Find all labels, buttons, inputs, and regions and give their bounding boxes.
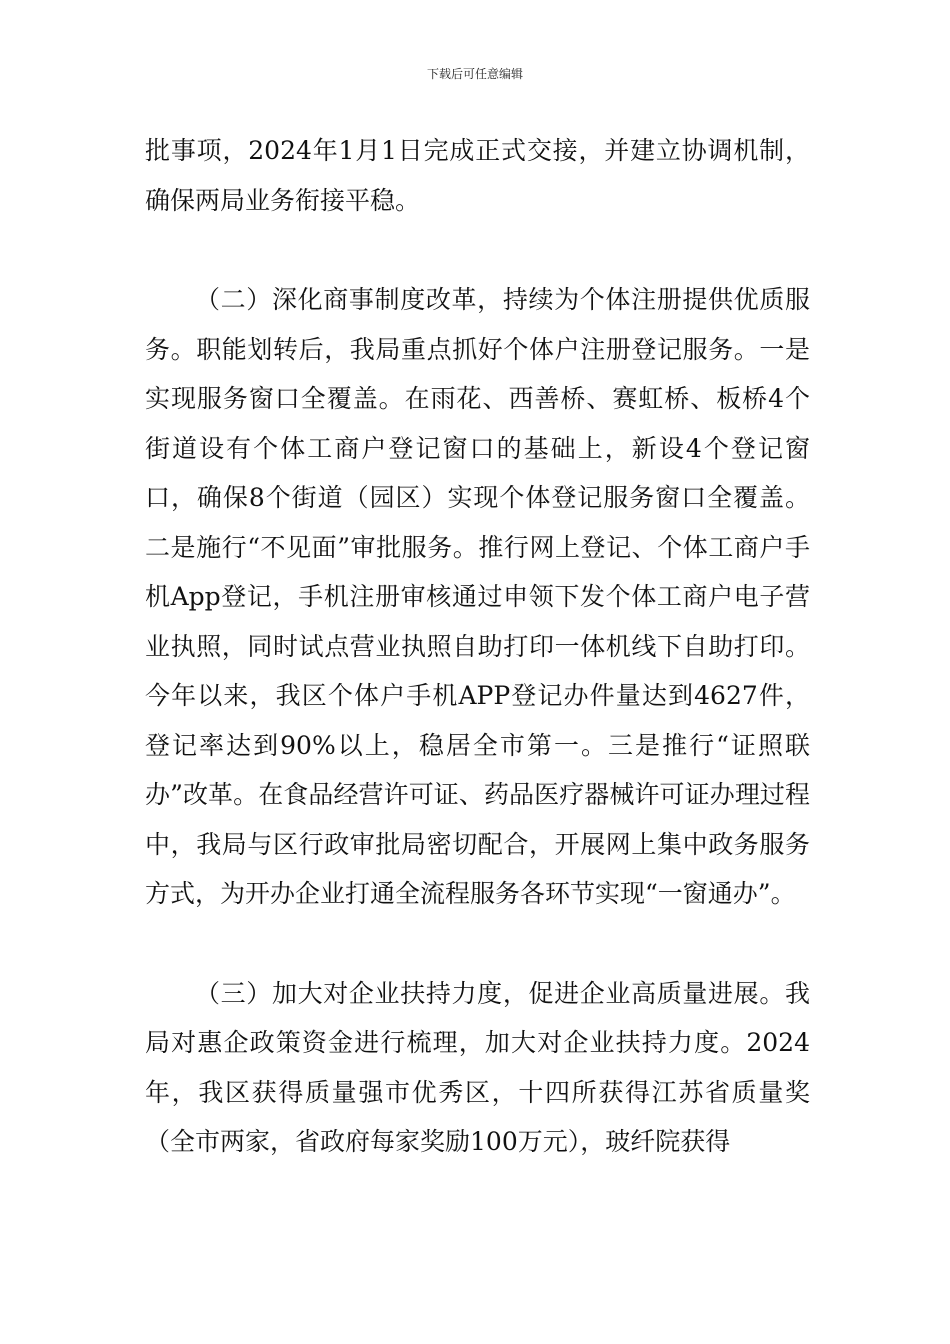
document-body [145,126,810,1167]
paragraph-section-two: （二）深化商事制度改革，持续为个体注册提供优质服务。职能划转后，我局重点抓好个体户注册登记服务。一是实现服务窗口全覆盖。在雨花、西善桥、赛虹桥、板桥4个街道设有个体工商户登记窗口的基础上，新设4个登记窗口，确保8个街道（园区）实现个体登记服务窗口全覆盖。二是施行“不见面”审批服务。推行网上登记、个体工商户手机App登记，手机注册审核通过申领下发个体工商户电子营业执照，同时试点营业执照自助打印一体机线下自助打印。今年以来，我区个体户手机APP登记办件量达到4627件，登记率达到90%以上，稳居全市第一。三是推行“证照联办”改革。在食品经营许可证、药品医疗器械许可证办理过程中，我局与区行政审批局密切配合，开展网上集中政务服务方式，为开办企业打通全流程服务各环节实现“一窗通办”。 [145,285,810,908]
page-header-note: 下载后可任意编辑 [426,67,523,81]
paragraph-section-three: （三）加大对企业扶持力度，促进企业高质量进展。我局对惠企政策资金进行梳理，加大对企业扶持力度。2024年，我区获得质量强市优秀区，十四所获得江苏省质量奖（全市两家，省政府每家奖励100万元），玻纤院获得 [145,978,810,1156]
paragraph-continuation: 批事项，2024年1月1日完成正式交接，并建立协调机制，确保两局业务衔接平稳。 [145,136,810,215]
paragraph-spacer [145,225,810,275]
paragraph-spacer [145,919,810,969]
